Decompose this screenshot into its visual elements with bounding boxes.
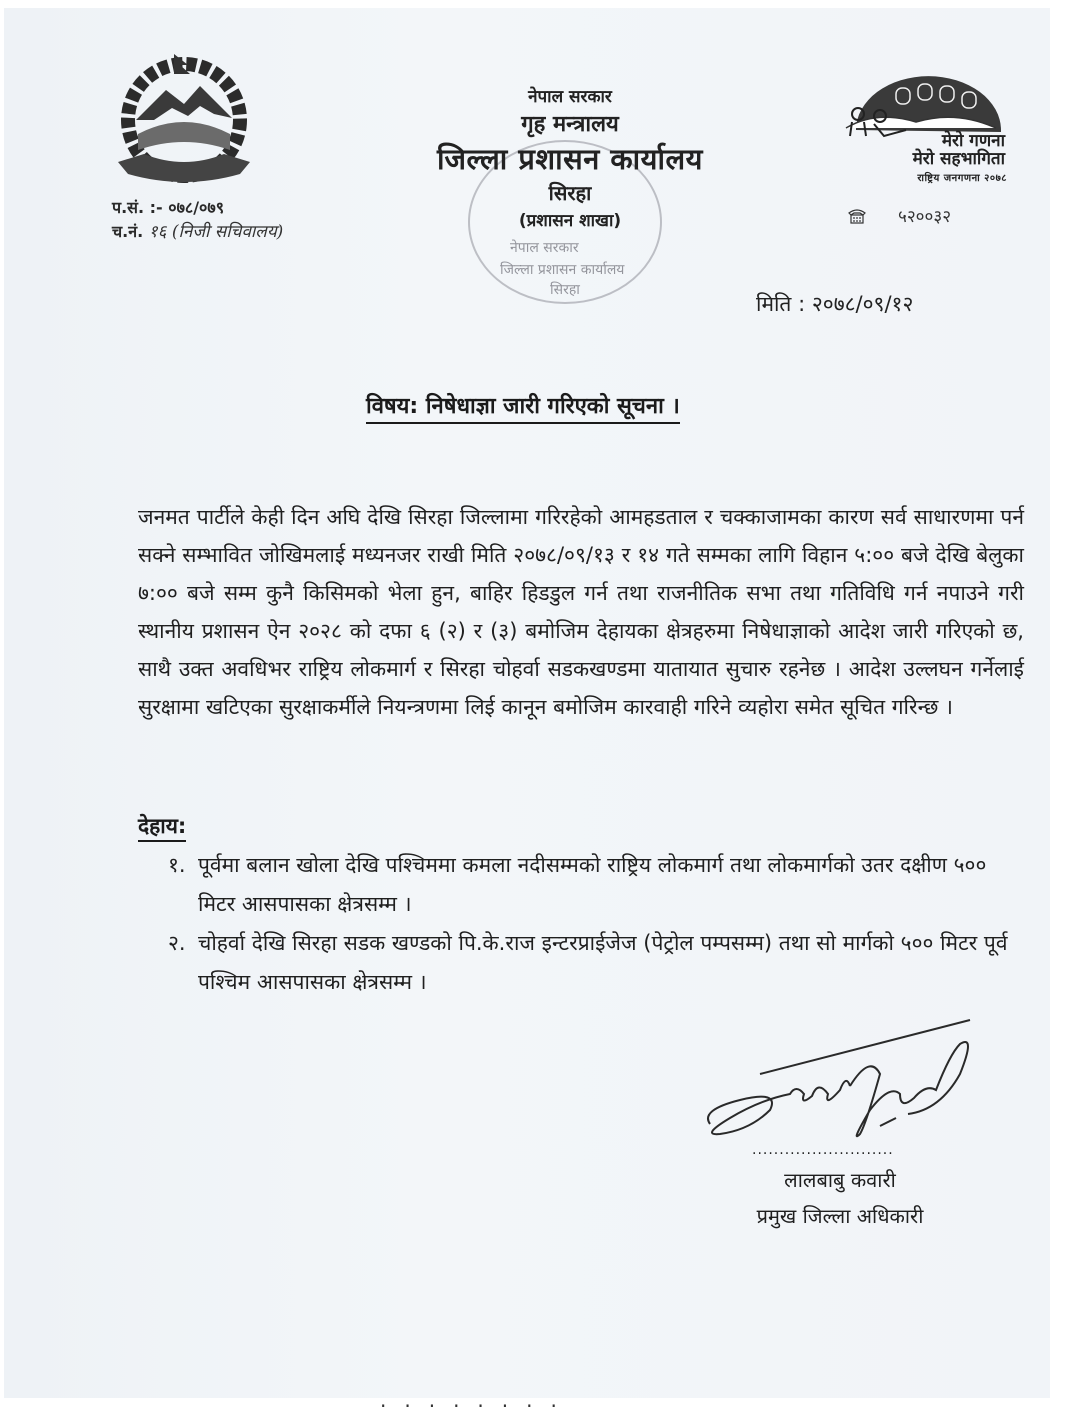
chalani-number: च.नं. १६ (निजी सचिवालय) xyxy=(112,222,284,242)
areas-heading: देहाय: xyxy=(138,812,186,842)
signatory-name: लालबाबु कवारी xyxy=(784,1168,896,1192)
district-name: सिरहा xyxy=(548,181,592,205)
nepal-national-emblem-icon xyxy=(104,50,264,190)
restricted-areas-list xyxy=(168,846,1028,1002)
government-name: नेपाल सरकार xyxy=(528,87,612,107)
cut-off-footer-text: ........ xyxy=(380,1388,575,1412)
telephone-icon xyxy=(848,208,866,224)
phone-contact xyxy=(848,204,951,227)
reference-numbers xyxy=(112,196,283,244)
ministry-name: गृह मन्त्रालय xyxy=(521,112,619,137)
letter-date: मिति : २०७८/०९/१२ xyxy=(756,292,914,316)
census-slogan: मेरो गणना मेरो सहभागिता xyxy=(912,131,1005,169)
census-caption: राष्ट्रिय जनगणना २०७८ xyxy=(917,173,1007,184)
patra-sankhya: प.सं. :- ०७८/०७९ xyxy=(112,198,225,217)
stamp-text-2: जिल्ला प्रशासन कार्यालय xyxy=(500,262,625,278)
branch-name: (प्रशासन शाखा) xyxy=(518,211,622,231)
page-edge xyxy=(1050,0,1080,1398)
stamp-text-1: नेपाल सरकार xyxy=(510,240,579,256)
office-name: जिल्ला प्रशासन कार्यालय xyxy=(436,142,703,176)
signatory-title: प्रमुख जिल्ला अधिकारी xyxy=(756,1204,924,1228)
signature-line: .......................... xyxy=(752,1142,894,1158)
signature xyxy=(700,1014,980,1144)
list-item: १. पूर्वमा बलान खोला देखि पश्चिममा कमला नदीसम्मको राष्ट्रिय लोकमार्ग तथा लोकमार्गको उतर दक्षीण ५०० मिटर आसपासका क्षेत्रसम्म । xyxy=(168,853,987,916)
notice-body: जनमत पार्टीले केही दिन अघि देखि सिरहा जिल्लामा गरिरहेको आमहडताल र चक्काजामका कारण सर्व साधारणमा पर्न सक्ने सम्भावित जोखिमलाई मध्यनजर राखी मिति २०७८/०९/१३ र १४ गते सम्मका लागि विहान ५:०० बजे देखि बेलुका ७:०० बजे सम्म कुनै किसिमको भेला हुन, बाहिर हिडडुल गर्न तथा राजनीतिक सभा तथा गतिविधि गर्न नपाउने गरी स्थानीय प्रशासन ऐन २०२८ को दफा ६ (२) र (३) बमोजिम देहायका क्षेत्रहरुमा निषेधाज्ञाको आदेश जारी गरिएको छ, साथै उक्त अवधिभर राष्ट्रिय लोकमार्ग र सिरहा चोहर्वा सडकखण्डमा यातायात सुचारु रहनेछ । आदेश उल्लघन गर्नेलाई सुरक्षामा खटिएका सुरक्षाकर्मीले नियन्त्रणमा लिई कानून बमोजिम कारवाही गरिने व्यहोरा समेत सूचित गरिन्छ । xyxy=(138,505,1024,719)
letterhead xyxy=(390,84,750,234)
phone-number: ५२००३२ xyxy=(898,207,952,227)
stamp-text-3: सिरहा xyxy=(550,282,580,298)
subject-line: विषय: निषेधाज्ञा जारी गरिएको सूचना । xyxy=(366,390,680,424)
list-item: २. चोहर्वा देखि सिरहा सडक खण्डको पि.के.राज इन्टरप्राईजेज (पेट्रोल पम्पसम्म) तथा सो मार्गको ५०० मिटर पूर्व पश्चिम आसपासका क्षेत्रसम्म । xyxy=(168,931,1008,994)
